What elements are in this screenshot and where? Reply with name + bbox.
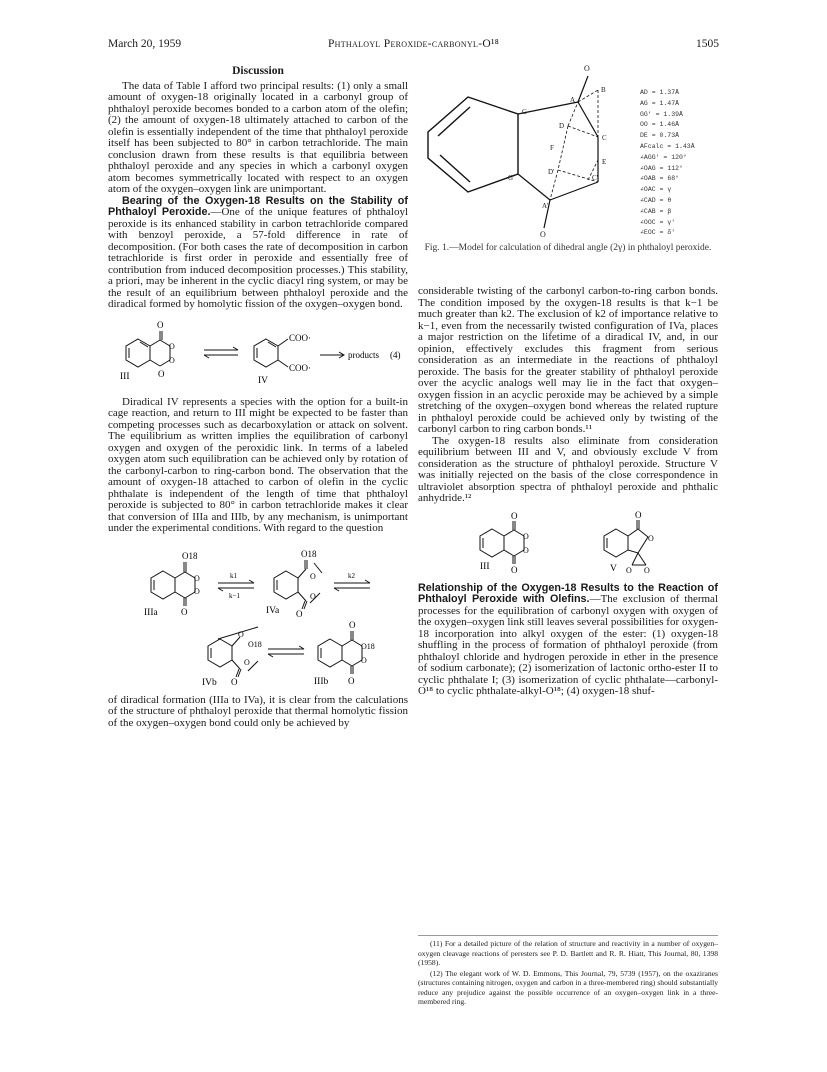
fig-atom-G: G [522,108,528,116]
iv-coo-bottom: COO· [289,362,311,373]
iiia-o-a: O [194,573,200,583]
header-title: Phthaloyl Peroxide-carbonyl-O¹⁸ [327,38,500,50]
oxygen18-scheme [108,543,408,689]
v-o-b: O [644,565,650,575]
struct-III-o4: O [158,368,165,379]
benzene-ring [428,97,518,192]
label-IVb: IVb [202,677,217,688]
peroxide-ring [518,76,598,228]
legend-entry: ∠OAG = 112° [640,164,683,172]
iiib-o-b: O [361,655,367,665]
ivb-o18: O18 [248,639,262,649]
iiia-o18: O18 [182,550,198,561]
legend-entry: AD = 1.37Å [640,89,680,96]
fig-atom-O-bottom: O [540,230,546,239]
equilibrium-arrows [204,347,238,358]
iva-o-c: O [296,608,303,619]
running-head [108,38,719,54]
fig-atom-D: D [559,122,565,130]
stability-paragraph [108,196,408,311]
legend-entry: AG = 1.47Å [640,99,680,107]
struct-III-o2: O [169,341,175,351]
iiia-o-c: O [181,606,188,617]
fig-atom-O-top: O [584,64,590,73]
fig-atom-E: E [602,158,607,166]
iva-o18: O18 [301,548,317,559]
r-iii-o-bottom: O [511,564,518,575]
legend-entry: ∠AGG' = 120° [640,153,687,161]
structure-v-paragraph: The oxygen-18 results also eliminate from consideration equilibrium between III and V, and obviously exclude V from consideration as the structure of phthaloyl peroxide. Structure V was initially rejected on the basis of the close correspondence in ultraviolet absorption spectra of phthaloyl peroxide and phthalic anhydride.¹² [418,434,718,504]
label-IIIa: IIIa [144,607,158,618]
iiib-o18: O18 [361,641,375,651]
twisting-paragraph: considerable twisting of the carbonyl carbon-to-ring carbon bonds. The condition imposed by the oxygen-18 results is that k−1 be much greater than k2. The exclusion of k2 of importance relative to k−1, even from the necessarily twisted configuration of IVa, places a major restriction on the lifetime of a diradical IV, and, in our opinion, effectively excludes this fragment from serious consideration as an intermediate in the reactions of phthaloyl peroxide. The basis for the greater stability of phthaloyl peroxide over the acyclic analogs well may lie in the fact that oxygen–oxygen fission in an acyclic peroxide may be achieved by a simple stretching of the oxygen–oxygen bond whereas the related rupture in phthaloyl peroxide could be achieved only by twisting of the carbonyl carbon to ring carbon bonds.¹¹ [418,285,718,435]
ivb-o-c: O [231,676,238,687]
legend-entry: ∠CAB = β [640,207,672,215]
fig-atom-A-prime: A' [542,202,549,210]
legend-entry: ∠OAB = 68° [640,175,680,183]
forward-arrow [320,352,344,358]
fig-atom-G-prime: G' [508,174,515,182]
label-IVa: IVa [266,605,280,616]
products-label: products [348,349,379,360]
label-III: III [120,371,130,382]
legend-entry: ∠EOC = δ' [640,229,676,237]
ivb-o-a: O [238,629,244,639]
fig-atom-C: C [602,134,607,142]
k-minus1-label: k−1 [229,591,240,600]
fig-atom-A: A [570,96,576,104]
ivb-iiib-arrows [268,646,304,657]
r-iii-o-top: O [511,510,518,521]
structure-III-right [480,521,524,564]
v-o-top: O [635,510,642,520]
iva-o-b: O [310,591,316,601]
figure-1-caption: Fig. 1.—Model for calculation of dihedral angle (2γ) in phthaloyl peroxide. [424,243,712,253]
olefin-section-body: —The exclusion of thermal processes for the equilibration of carbonyl oxygen with oxygen of the oxygen–oxygen link still leaves several possibilities for oxygen-18 incorporation into alkyl oxygen of the ester: (1) oxygen-18 shuffling in the process of formation of phthaloyl peroxide (from phthaloyl chloride and hydrogen peroxide in ether in the presence of sodium carbonate); (2) isomerization of lactonic ortho-ester II to cyclic phthalate I; (3) isomerization of cyclic phthalate—carbonyl-O¹⁸ to cyclic phthalate-alkyl-O¹⁸; (4) oxygen-18 shuf- [418,593,718,697]
structure-IVa [274,560,322,609]
struct-III-o3: O [169,355,175,365]
ivb-o-b: O [244,657,250,667]
fig-atom-B: B [601,86,606,94]
structures-III-V-drawing [418,511,718,577]
r-iii-o-a: O [523,531,529,541]
legend-entry: GG' = 1.39Å [640,110,683,118]
discussion-paragraph-1: The data of Table I afford two principal results: (1) only a small amount of oxygen-18 originally located in a carbonyl group of phthaloyl peroxide becomes bonded to a carbon atom of the olefin; (2) the amount of oxygen-18 ultimately attached to carbon of the olefin is essentially independent of the time that phthaloyl peroxide itself has been subjected to 80° in carbon tetrachloride. The main conclusion drawn from these results is that equilibria between phthaloyl peroxide and any species in which a carbonyl oxygen atom becomes symmetrically located with respect to an oxygen atom of the oxygen–oxygen link are unimportant. [108,79,408,195]
footnotes [418,935,718,1008]
diradical-paragraph: Diradical IV represents a species with the option for a built-in cage reaction, and return to III might be expected to be faster than competing processes such as decarboxylation or attack on solvent. The equilibrium as written implies the equilibration of carbonyl oxygen and oxygen of the peroxidic link. In terms of a labeled oxygen atom such equilibration can be achieved only by rotation of the carbonyl-carbon to ring-carbon bond. The observation that the amount of oxygen-18 attached to carbon of olefin in the cyclic phthalate is independent of the length of time that phthaloyl peroxide is subjected to 80° in carbon tetrachloride makes it clear that conversion of IIIa and IIIb, by any mechanism, is unimportant under the experimental conditions. With regard to the question [108,395,408,534]
left-column [108,66,408,729]
structure-IIIb [318,631,362,674]
header-page-number: 1505 [696,38,719,50]
legend-entry: DE = 0.73Å [640,132,680,140]
equation-number-4: (4) [390,349,401,360]
legend-entry: ∠OAC = γ [640,186,672,194]
k2-label: k2 [348,571,355,580]
legend-entry: ∠CAD = θ [640,196,672,204]
structures-III-V [418,511,718,577]
label-III-right: III [480,561,490,572]
label-IIIb: IIIb [314,676,329,687]
legend-entry: ∠OOC = γ' [640,218,676,226]
stability-paragraph-body: —One of the unique features of phthaloyl peroxide is its enhanced stability in carbon tetrachloride compared with benzoyl peroxide, a 57-fold difference in rate of decomposition. (For both cases the rate of decomposition in carbon tetrachloride is first order in peroxide and essentially free of contribution from induced decomposition processes.) This stability, a priori, may be inherent in the cyclic diacyl ring system, or may be the result of an equilibrium between phthaloyl peroxide and the diradical formed by homolytic fission of the oxygen–oxygen bond. [108,206,409,310]
fig-atom-C-prime: C' [592,174,598,182]
label-V: V [610,563,617,574]
olefin-section-paragraph [418,583,718,698]
struct-III-o-label: O [157,319,164,330]
equilibrium-scheme-4 [108,317,408,391]
footnote-12: (12) The elegant work of W. D. Emmons, This Journal, 79, 5739 (1957), on the oxaziranes (structures containing nitrogen, oxygen and carbon in a three-membered ring) should substantially reduce any prejudice against the possible occurrence of an oxygen–oxygen link in a three-membered ring. [418,968,718,1006]
legend-entry: OO = 1.46Å [640,121,680,129]
header-date: March 20, 1959 [108,38,182,50]
iiib-o-top: O [349,619,356,630]
structure-V [604,520,648,565]
oxygen18-scheme-drawing [108,543,408,689]
v-o-ring: O [648,533,654,543]
legend-entry: AFcalc = 1.43Å [640,142,695,150]
iiib-o-c: O [348,675,355,686]
stability-run-in-heading: Bearing of the Oxygen-18 Results on the Stability of Phthaloyl Peroxide. [108,194,408,218]
iv-coo-top: COO· [289,332,311,343]
structure-IV [254,339,288,367]
scheme-4-drawing [108,317,408,391]
diradical-continuation: of diradical formation (IIIa to IVa), it is clear from the calculations of the structure of phthaloyl peroxide that thermal homolytic fission of the oxygen–oxygen bond could only be achieved by [108,693,408,729]
iva-o-a: O [310,571,316,581]
olefin-section-heading: Relationship of the Oxygen-18 Results to the Reaction of Phthaloyl Peroxide with Olefins. [418,581,718,605]
r-iii-o-b: O [523,545,529,555]
k1-arrows [218,580,254,591]
structure-III [126,331,170,367]
fig-atom-F: F [550,144,554,152]
fig-atom-D-prime: D' [548,168,555,176]
k1-label: k1 [230,571,237,580]
section-title-discussion: Discussion [232,65,284,77]
right-column [418,286,718,698]
figure-1-legend [640,88,720,239]
label-IV: IV [258,375,269,386]
v-o-a: O [626,565,632,575]
iiia-o-b: O [194,586,200,596]
structure-IIIa [151,562,195,606]
footnote-11: (11) For a detailed picture of the relation of structure and reactivity in a number of oxygen–oxygen cleavage reactions of peresters see P. D. Bartlett and R. R. Hiatt, This Journal, 80, 1398 (1958). [418,939,718,967]
k2-arrows [334,580,370,591]
